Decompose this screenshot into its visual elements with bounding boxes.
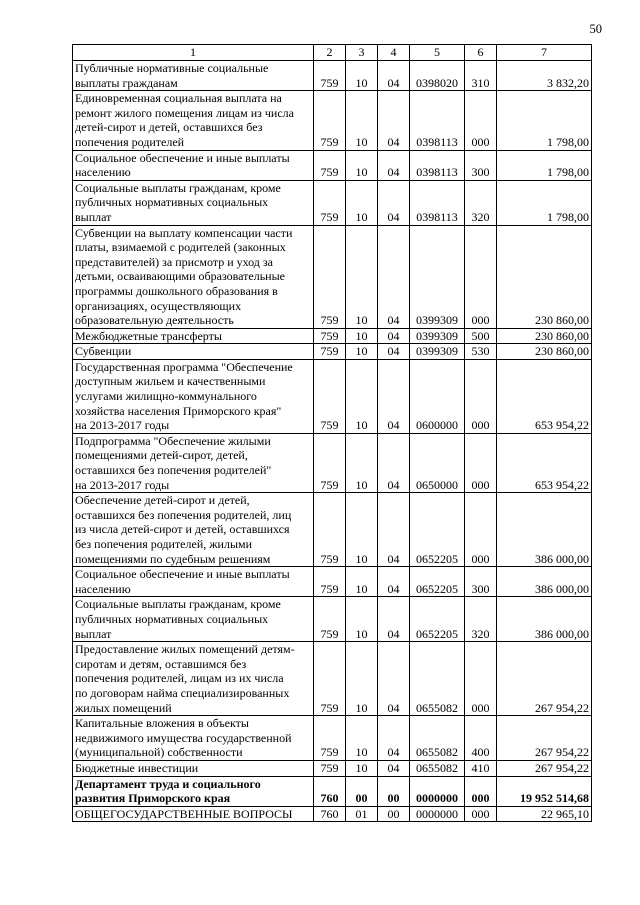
cell-amount: 267 954,22 — [497, 716, 592, 761]
cell-amount: 267 954,22 — [497, 760, 592, 776]
cell-ministry-code: 759 — [314, 91, 346, 150]
cell-target-article: 0398113 — [410, 180, 465, 225]
cell-ministry-code: 759 — [314, 597, 346, 642]
header-cell-6: 6 — [465, 45, 497, 61]
cell-subsection: 04 — [378, 225, 410, 328]
cell-target-article: 0650000 — [410, 433, 465, 492]
budget-table — [72, 44, 592, 822]
row-name: Социальное обеспечение и иные выплаты населению — [73, 150, 314, 180]
header-cell-2: 2 — [314, 45, 346, 61]
header-cell-4: 4 — [378, 45, 410, 61]
cell-expense-type: 320 — [465, 180, 497, 225]
cell-expense-type: 000 — [465, 806, 497, 822]
cell-amount: 653 954,22 — [497, 433, 592, 492]
cell-expense-type: 300 — [465, 150, 497, 180]
cell-ministry-code: 759 — [314, 180, 346, 225]
cell-section: 01 — [346, 806, 378, 822]
cell-section: 10 — [346, 225, 378, 328]
cell-expense-type: 000 — [465, 642, 497, 716]
cell-section: 10 — [346, 150, 378, 180]
cell-amount: 230 860,00 — [497, 344, 592, 360]
cell-section: 10 — [346, 642, 378, 716]
cell-target-article: 0652205 — [410, 597, 465, 642]
cell-target-article: 0398113 — [410, 150, 465, 180]
cell-ministry-code: 759 — [314, 493, 346, 567]
cell-subsection: 04 — [378, 180, 410, 225]
cell-ministry-code: 759 — [314, 567, 346, 597]
cell-target-article: 0000000 — [410, 806, 465, 822]
cell-target-article: 0655082 — [410, 642, 465, 716]
table-row — [73, 567, 592, 597]
row-name: Предоставление жилых помещений детям- сиротам и детям, оставшимся без попечения родителей, лицам из их числа по договорам найма специализированных жилых помещений — [73, 642, 314, 716]
cell-amount: 230 860,00 — [497, 328, 592, 344]
cell-expense-type: 000 — [465, 433, 497, 492]
cell-target-article: 0399309 — [410, 344, 465, 360]
cell-ministry-code: 759 — [314, 61, 346, 91]
cell-expense-type: 000 — [465, 493, 497, 567]
cell-subsection: 04 — [378, 642, 410, 716]
cell-section: 10 — [346, 180, 378, 225]
cell-target-article: 0652205 — [410, 567, 465, 597]
row-name: Социальные выплаты гражданам, кроме публичных нормативных социальных выплат — [73, 597, 314, 642]
cell-target-article: 0600000 — [410, 359, 465, 433]
cell-target-article: 0398113 — [410, 91, 465, 150]
row-name: Государственная программа "Обеспечение доступным жильем и качественными услугами жилищно-коммунального хозяйства населения Приморского края" на 2013-2017 годы — [73, 359, 314, 433]
table-row — [73, 493, 592, 567]
cell-subsection: 04 — [378, 150, 410, 180]
cell-subsection: 04 — [378, 567, 410, 597]
cell-amount: 653 954,22 — [497, 359, 592, 433]
cell-amount: 22 965,10 — [497, 806, 592, 822]
cell-expense-type: 410 — [465, 760, 497, 776]
cell-subsection: 04 — [378, 760, 410, 776]
cell-ministry-code: 759 — [314, 359, 346, 433]
cell-ministry-code: 759 — [314, 150, 346, 180]
cell-subsection: 04 — [378, 493, 410, 567]
cell-expense-type: 400 — [465, 716, 497, 761]
cell-expense-type: 000 — [465, 359, 497, 433]
cell-ministry-code: 759 — [314, 225, 346, 328]
table-row — [73, 716, 592, 761]
cell-subsection: 00 — [378, 806, 410, 822]
row-name: Департамент труда и социального развития Приморского края — [73, 776, 314, 806]
cell-ministry-code: 759 — [314, 642, 346, 716]
header-cell-1: 1 — [73, 45, 314, 61]
cell-subsection: 04 — [378, 61, 410, 91]
cell-amount: 386 000,00 — [497, 597, 592, 642]
cell-expense-type: 300 — [465, 567, 497, 597]
cell-target-article: 0655082 — [410, 760, 465, 776]
table-header-row — [73, 45, 592, 61]
table-row — [73, 225, 592, 328]
table-row — [73, 359, 592, 433]
cell-section: 10 — [346, 760, 378, 776]
row-name: Социальное обеспечение и иные выплаты населению — [73, 567, 314, 597]
row-name: ОБЩЕГОСУДАРСТВЕННЫЕ ВОПРОСЫ — [73, 806, 314, 822]
row-name: Обеспечение детей-сирот и детей, оставшихся без попечения родителей, лиц из числа детей-сирот и детей, оставшихся без попечения родителей, жилыми помещениями по судебным решениям — [73, 493, 314, 567]
cell-subsection: 04 — [378, 716, 410, 761]
cell-expense-type: 320 — [465, 597, 497, 642]
cell-target-article: 0652205 — [410, 493, 465, 567]
cell-target-article: 0655082 — [410, 716, 465, 761]
table-row — [73, 91, 592, 150]
cell-section: 00 — [346, 776, 378, 806]
row-name: Подпрограмма "Обеспечение жилыми помещениями детей-сирот, детей, оставшихся без попечения родителей" на 2013-2017 годы — [73, 433, 314, 492]
cell-ministry-code: 760 — [314, 806, 346, 822]
row-name: Бюджетные инвестиции — [73, 760, 314, 776]
row-name: Социальные выплаты гражданам, кроме публичных нормативных социальных выплат — [73, 180, 314, 225]
cell-section: 10 — [346, 493, 378, 567]
cell-amount: 386 000,00 — [497, 567, 592, 597]
cell-subsection: 04 — [378, 91, 410, 150]
row-name: Единовременная социальная выплата на ремонт жилого помещения лицам из числа детей-сирот и детей, оставшихся без попечения родителей — [73, 91, 314, 150]
header-cell-7: 7 — [497, 45, 592, 61]
cell-amount: 267 954,22 — [497, 642, 592, 716]
cell-section: 10 — [346, 344, 378, 360]
table-row — [73, 433, 592, 492]
cell-ministry-code: 759 — [314, 433, 346, 492]
row-name: Субвенции — [73, 344, 314, 360]
cell-section: 10 — [346, 567, 378, 597]
cell-target-article: 0399309 — [410, 225, 465, 328]
cell-section: 10 — [346, 91, 378, 150]
cell-target-article: 0398020 — [410, 61, 465, 91]
table-row — [73, 597, 592, 642]
cell-subsection: 04 — [378, 344, 410, 360]
cell-subsection: 04 — [378, 597, 410, 642]
cell-amount: 1 798,00 — [497, 150, 592, 180]
cell-ministry-code: 759 — [314, 716, 346, 761]
cell-subsection: 04 — [378, 359, 410, 433]
cell-subsection: 04 — [378, 328, 410, 344]
table-row — [73, 61, 592, 91]
table-row — [73, 180, 592, 225]
cell-section: 10 — [346, 433, 378, 492]
cell-section: 10 — [346, 328, 378, 344]
table-row — [73, 150, 592, 180]
row-name: Субвенции на выплату компенсации части платы, взимаемой с родителей (законных представителей) за присмотр и уход за детьми, осваивающими образовательные программы дошкольного образования в организациях, осуществляющих образовательную деятельность — [73, 225, 314, 328]
cell-expense-type: 000 — [465, 776, 497, 806]
cell-section: 10 — [346, 61, 378, 91]
cell-expense-type: 500 — [465, 328, 497, 344]
cell-section: 10 — [346, 716, 378, 761]
cell-target-article: 0399309 — [410, 328, 465, 344]
table-row — [73, 642, 592, 716]
header-cell-5: 5 — [410, 45, 465, 61]
cell-ministry-code: 759 — [314, 344, 346, 360]
cell-expense-type: 000 — [465, 225, 497, 328]
cell-ministry-code: 760 — [314, 776, 346, 806]
cell-subsection: 04 — [378, 433, 410, 492]
table-row — [73, 760, 592, 776]
cell-target-article: 0000000 — [410, 776, 465, 806]
table-row — [73, 328, 592, 344]
cell-ministry-code: 759 — [314, 328, 346, 344]
cell-amount: 3 832,20 — [497, 61, 592, 91]
row-name: Публичные нормативные социальные выплаты гражданам — [73, 61, 314, 91]
cell-ministry-code: 759 — [314, 760, 346, 776]
cell-amount: 1 798,00 — [497, 180, 592, 225]
page-number: 50 — [589, 22, 602, 36]
row-name: Капитальные вложения в объекты недвижимого имущества государственной (муниципальной) собственности — [73, 716, 314, 761]
table-row — [73, 344, 592, 360]
cell-expense-type: 310 — [465, 61, 497, 91]
table-row — [73, 806, 592, 822]
header-cell-3: 3 — [346, 45, 378, 61]
cell-amount: 230 860,00 — [497, 225, 592, 328]
cell-subsection: 00 — [378, 776, 410, 806]
cell-amount: 386 000,00 — [497, 493, 592, 567]
cell-amount: 1 798,00 — [497, 91, 592, 150]
cell-amount: 19 952 514,68 — [497, 776, 592, 806]
cell-expense-type: 000 — [465, 91, 497, 150]
cell-section: 10 — [346, 597, 378, 642]
cell-section: 10 — [346, 359, 378, 433]
cell-expense-type: 530 — [465, 344, 497, 360]
row-name: Межбюджетные трансферты — [73, 328, 314, 344]
table-row — [73, 776, 592, 806]
